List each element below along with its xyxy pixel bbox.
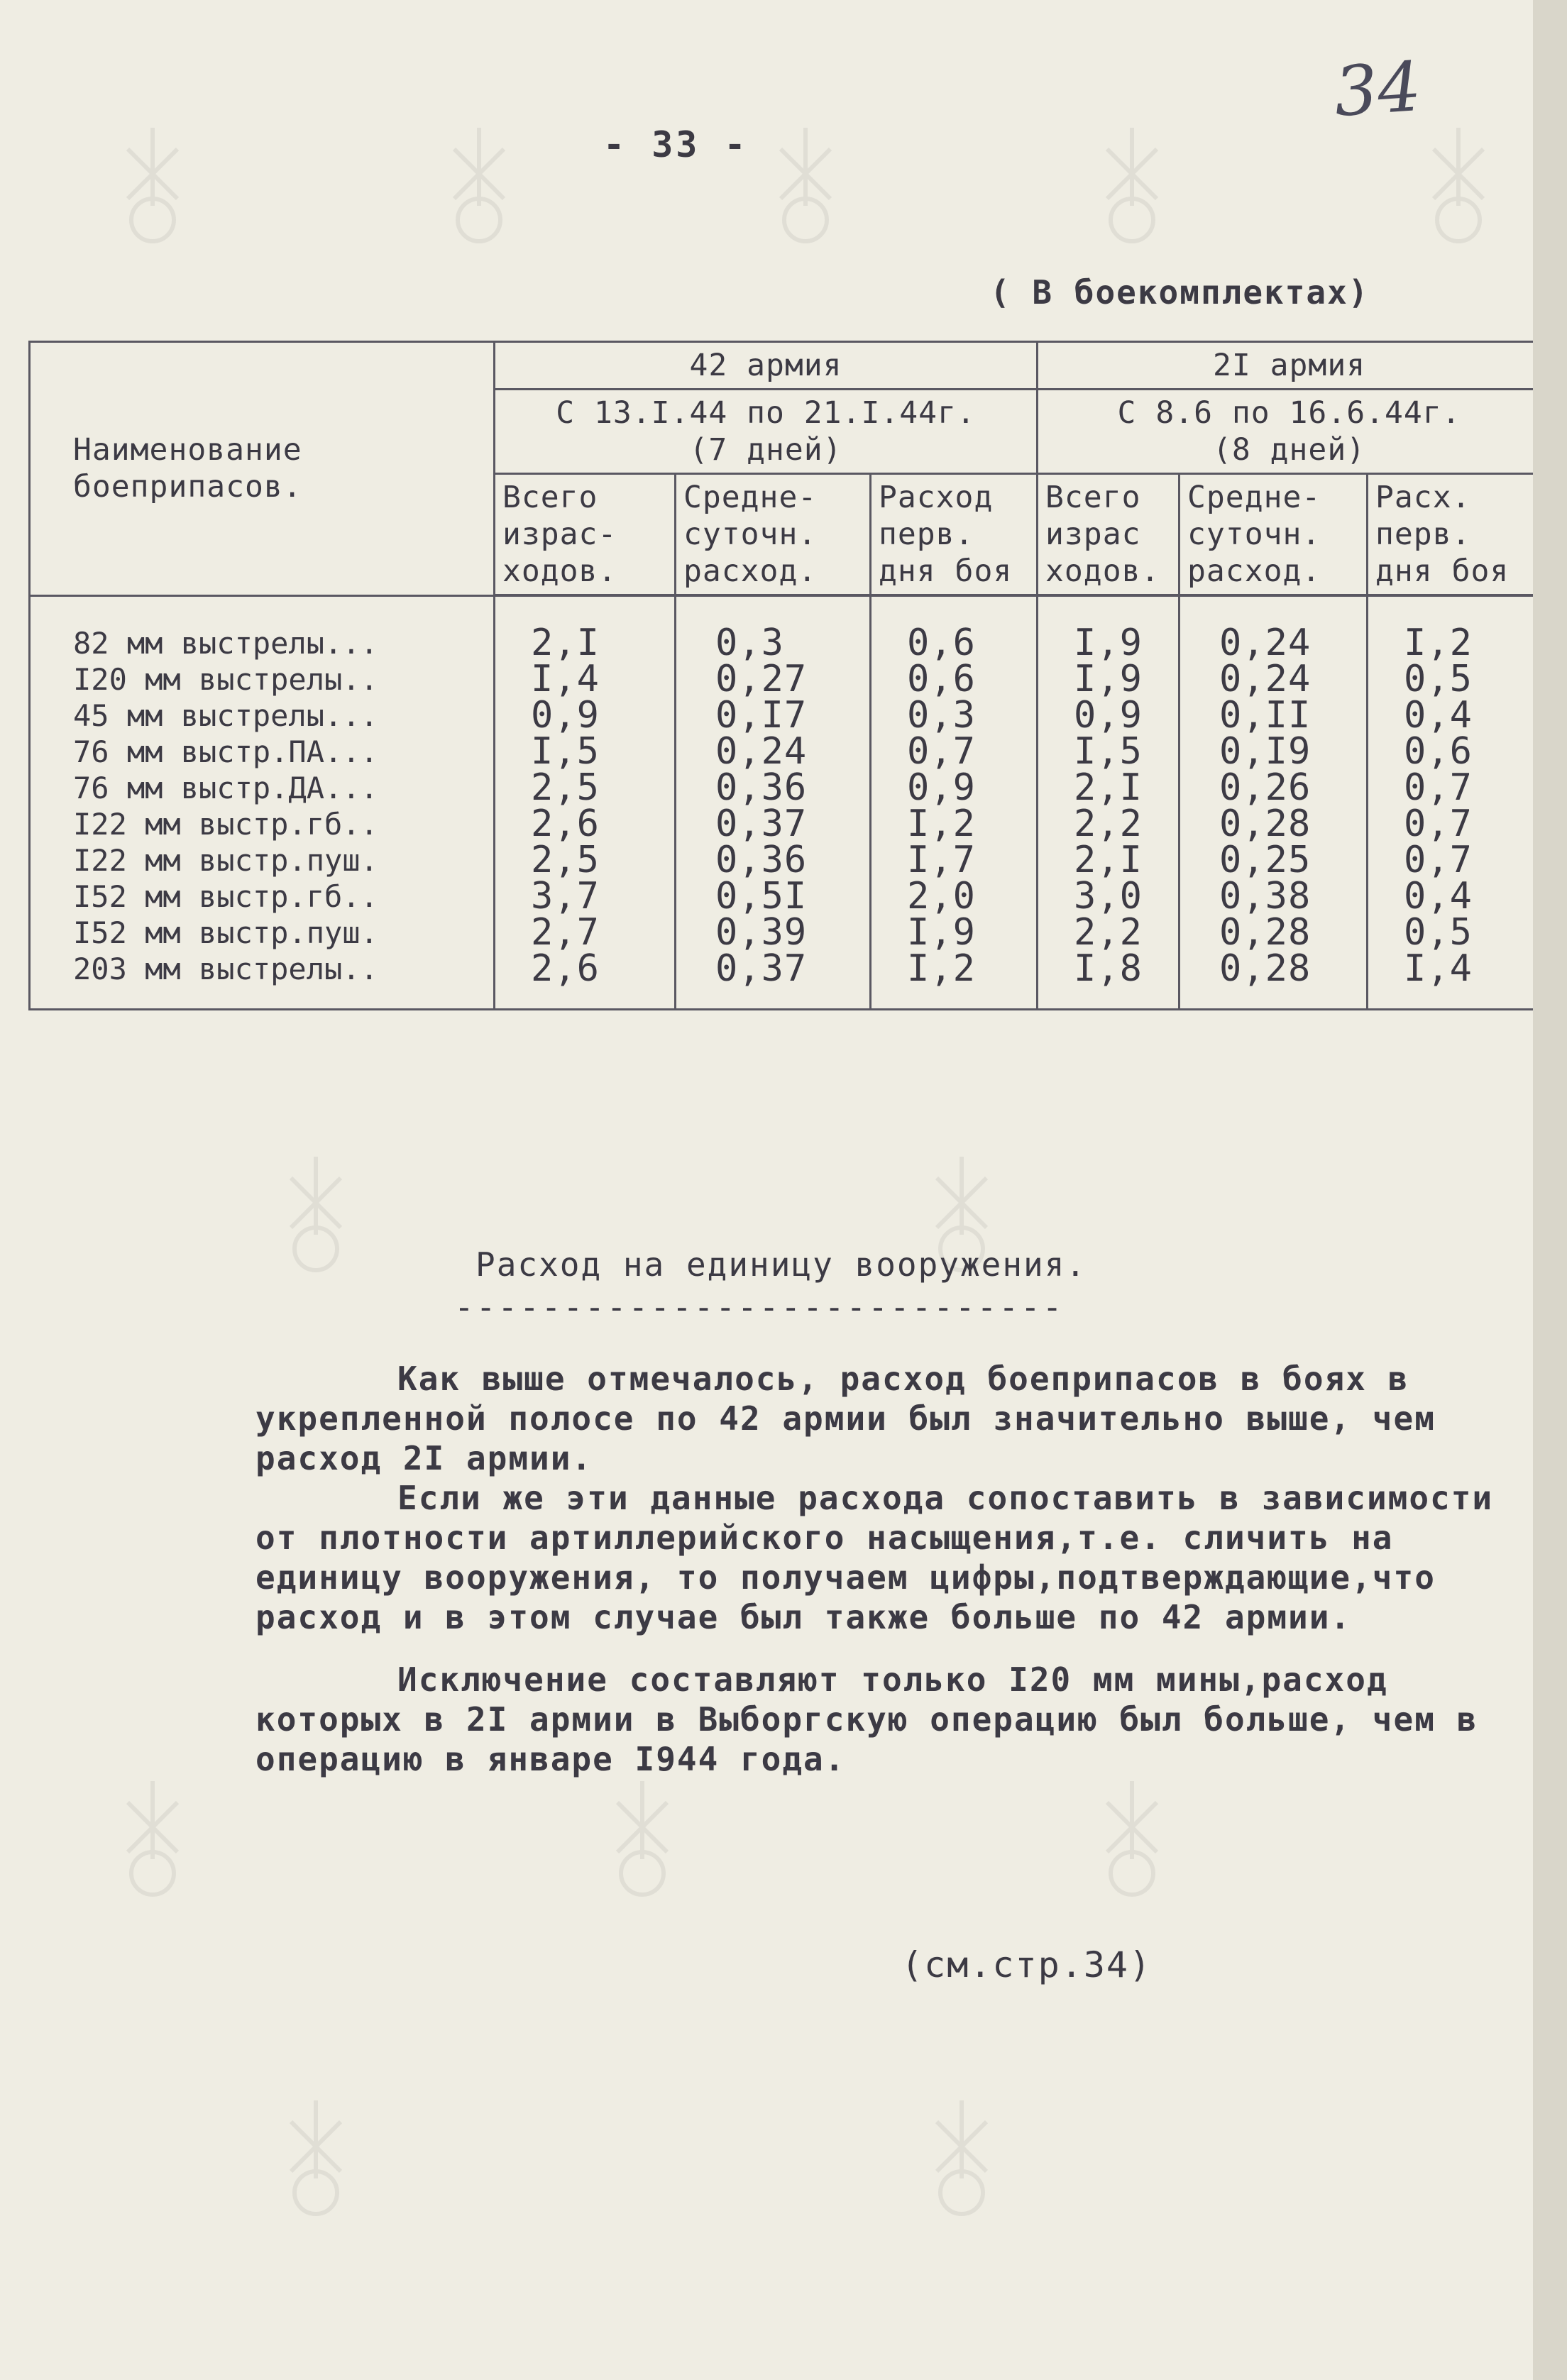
table-row — [30, 806, 1541, 842]
table-cell: 2,I — [1038, 770, 1180, 806]
table-cell: 0,6 — [1368, 734, 1541, 770]
table-cell: 0,II — [1180, 698, 1368, 734]
table-row — [30, 878, 1541, 915]
table-cell: 0,5I — [676, 878, 871, 915]
table-cell: 0,36 — [676, 770, 871, 806]
archive-emblem-watermark — [263, 1150, 369, 1284]
table-row — [30, 661, 1541, 698]
paragraph — [255, 1359, 1519, 1478]
ammunition-name: 82 мм выстрелы... — [30, 595, 495, 661]
table-row — [30, 915, 1541, 951]
army-42-period-dates: С 13.I.44 по 21.I.44г. — [556, 395, 976, 431]
table-cell: 0,I9 — [1180, 734, 1368, 770]
army-21-header: 2I армия — [1038, 342, 1541, 390]
ammunition-name: I52 мм выстр.гб.. — [30, 878, 495, 915]
column-header: Всего израс-ходов. — [495, 474, 676, 596]
table-cell: 0,38 — [1180, 878, 1368, 915]
table-cell: 3,0 — [1038, 878, 1180, 915]
table-cell: 2,5 — [495, 842, 676, 878]
table-cell: I,2 — [871, 951, 1038, 1010]
table-cell: 2,6 — [495, 951, 676, 1010]
table-cell: 0,26 — [1180, 770, 1368, 806]
table-cell: 0,24 — [1180, 661, 1368, 698]
archive-emblem-watermark — [1405, 121, 1512, 255]
archive-emblem-watermark — [426, 121, 532, 255]
section-underline: ---------------------------- — [454, 1288, 1065, 1326]
table-cell: 0,6 — [871, 595, 1038, 661]
table-row — [30, 734, 1541, 770]
ammunition-expenditure-table — [28, 341, 1542, 1010]
page-number: - 33 - — [603, 124, 749, 165]
table-row — [30, 770, 1541, 806]
table-cell: 0,4 — [1368, 698, 1541, 734]
table-cell: 0,37 — [676, 806, 871, 842]
ammunition-name: 203 мм выстрелы.. — [30, 951, 495, 1010]
ammunition-name: 45 мм выстрелы... — [30, 698, 495, 734]
archive-emblem-watermark — [908, 2093, 1015, 2228]
army-21-period — [1038, 390, 1541, 474]
table-cell: 0,27 — [676, 661, 871, 698]
table-cell: 3,7 — [495, 878, 676, 915]
table-cell: 0,28 — [1180, 806, 1368, 842]
ammunition-name-header: Наименование боеприпасов. — [30, 342, 495, 596]
table-row — [30, 698, 1541, 734]
table-row — [30, 595, 1541, 661]
column-header: Средне-суточн. расход. — [1180, 474, 1368, 596]
page-reference: (см.стр.34) — [901, 1944, 1153, 1985]
table-cell: I,2 — [871, 806, 1038, 842]
paragraph — [255, 1660, 1519, 1779]
handwritten-page-number: 34 — [1331, 46, 1424, 133]
column-header: Средне-суточн. расход. — [676, 474, 871, 596]
archive-emblem-watermark — [1079, 1774, 1185, 1909]
table-cell: 0,9 — [871, 770, 1038, 806]
table-cell: 0,37 — [676, 951, 871, 1010]
archive-emblem-watermark — [1079, 121, 1185, 255]
table-row — [30, 842, 1541, 878]
table-cell: 0,3 — [871, 698, 1038, 734]
column-header: Расх. перв. дня боя — [1368, 474, 1541, 596]
ammunition-name: I52 мм выстр.пуш. — [30, 915, 495, 951]
table-cell: 0,28 — [1180, 915, 1368, 951]
table-cell: 0,24 — [1180, 595, 1368, 661]
ammunition-name: I22 мм выстр.гб.. — [30, 806, 495, 842]
table-cell: 0,5 — [1368, 915, 1541, 951]
army-42-header: 42 армия — [495, 342, 1038, 390]
table-cell: 2,I — [495, 595, 676, 661]
table-cell: I,9 — [871, 915, 1038, 951]
table-cell: 0,4 — [1368, 878, 1541, 915]
table-cell: I,2 — [1368, 595, 1541, 661]
units-note: ( В боекомплектах) — [990, 273, 1370, 312]
table-cell: 0,39 — [676, 915, 871, 951]
table-cell: I,8 — [1038, 951, 1180, 1010]
paragraph-text: Исключение составляют только I20 мм мины,расход которых в 2I армии в Выборгскую операцию был больше, чем в операцию в январе I944 года. — [255, 1660, 1478, 1778]
ammunition-name: I22 мм выстр.пуш. — [30, 842, 495, 878]
table-cell: 2,I — [1038, 842, 1180, 878]
table-cell: 0,36 — [676, 842, 871, 878]
table-cell: I,4 — [495, 661, 676, 698]
table-cell: 2,7 — [495, 915, 676, 951]
paragraph — [255, 1478, 1519, 1637]
table-cell: 0,9 — [1038, 698, 1180, 734]
section-title: Расход на единицу вооружения. — [475, 1245, 1087, 1284]
table-cell: 2,0 — [871, 878, 1038, 915]
archive-emblem-watermark — [99, 1774, 206, 1909]
table-cell: 0,3 — [676, 595, 871, 661]
table-cell: 2,5 — [495, 770, 676, 806]
table-cell: 0,5 — [1368, 661, 1541, 698]
archive-emblem-watermark — [589, 1774, 695, 1909]
table-cell: 0,9 — [495, 698, 676, 734]
table-cell: 0,6 — [871, 661, 1038, 698]
army-21-period-dates: С 8.6 по 16.6.44г. — [1117, 395, 1461, 431]
table-cell: 0,I7 — [676, 698, 871, 734]
table-cell: 0,28 — [1180, 951, 1368, 1010]
ammunition-name: 76 мм выстр.ПА... — [30, 734, 495, 770]
table-cell: 0,7 — [1368, 806, 1541, 842]
table-cell: I,5 — [495, 734, 676, 770]
archive-emblem-watermark — [263, 2093, 369, 2228]
column-header: Всего израс ходов. — [1038, 474, 1180, 596]
ammunition-name: I20 мм выстрелы.. — [30, 661, 495, 698]
table-cell: 2,2 — [1038, 915, 1180, 951]
archive-emblem-watermark — [99, 121, 206, 255]
army-42-period-days: (7 дней) — [689, 432, 842, 468]
column-header: Расход перв. дня боя — [871, 474, 1038, 596]
army-21-period-days: (8 дней) — [1212, 432, 1366, 468]
paragraph-text: Как выше отмечалось, расход боеприпасов в боях в укрепленной полосе по 42 армии был значительно выше, чем расход 2I армии. — [255, 1360, 1436, 1477]
table-cell: 0,25 — [1180, 842, 1368, 878]
table-cell: I,4 — [1368, 951, 1541, 1010]
archive-emblem-watermark — [752, 121, 859, 255]
paragraph-text: Если же эти данные расхода сопоставить в зависимости от плотности артиллерийского насыщения,т.е. сличить на единицу вооружения, то получаем цифры,подтверждающие,что расход и в этом случае был также больше по 42 армии. — [255, 1479, 1494, 1636]
page-edge — [1533, 0, 1567, 2380]
table-cell: 0,24 — [676, 734, 871, 770]
table-cell: 2,6 — [495, 806, 676, 842]
table-cell: 0,7 — [1368, 770, 1541, 806]
table-row — [30, 951, 1541, 1010]
table-cell: I,9 — [1038, 595, 1180, 661]
army-42-period — [495, 390, 1038, 474]
table-cell: 2,2 — [1038, 806, 1180, 842]
table-cell: I,9 — [1038, 661, 1180, 698]
ammunition-name: 76 мм выстр.ДА... — [30, 770, 495, 806]
table-cell: I,5 — [1038, 734, 1180, 770]
table-cell: I,7 — [871, 842, 1038, 878]
table-cell: 0,7 — [871, 734, 1038, 770]
table-cell: 0,7 — [1368, 842, 1541, 878]
